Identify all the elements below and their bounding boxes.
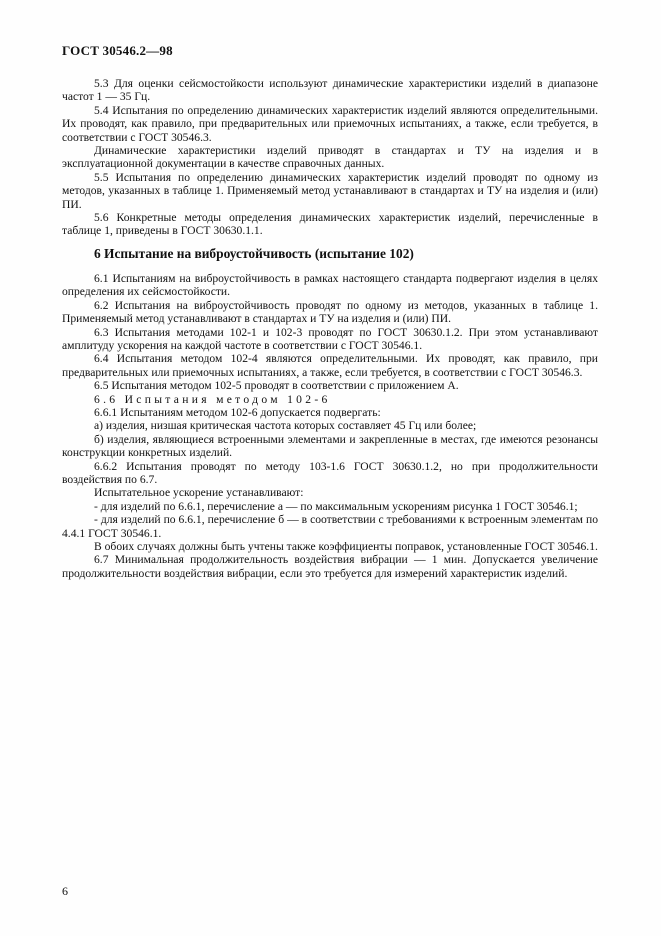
paragraph-correction-factors: В обоих случаях должны быть учтены также коэффициенты поправок, установленные ГОСТ 30546.1. bbox=[94, 540, 598, 553]
subheading-6-6: 6.6 Испытания методом 102-6 bbox=[94, 392, 331, 406]
paragraph-6-1: 6.1 Испытаниям на виброустойчивость в рамках настоящего стандарта подвергают изделия в целях определения их сейсмостойкости. bbox=[62, 271, 598, 299]
list-item-b: б) изделия, являющиеся встроенными элементами и закрепленные в местах, где имеются резонансы конструкции конкретных изделий. bbox=[62, 432, 598, 460]
list-item-dash-a: - для изделий по 6.6.1, перечисление а — по максимальным ускорениям рисунка 1 ГОСТ 30546.1; bbox=[94, 499, 578, 513]
list-item-dash-b: - для изделий по 6.6.1, перечисление б — в соответствии с требованиями к встроенным элементам по 4.4.1 ГОСТ 30546.1. bbox=[62, 513, 598, 540]
paragraph-5-3: 5.3 Для оценки сейсмостойкости используют динамические характеристики изделий в диапазоне частот 1 — 35 Гц. bbox=[62, 77, 598, 104]
document-body bbox=[62, 77, 598, 580]
paragraph-6-2: 6.2 Испытания на виброустойчивость проводят по одному из методов, указанных в таблице 1. Применяемый метод устанавливают в стандартах и ТУ на изделия и (или) ПИ. bbox=[62, 298, 598, 326]
paragraph-6-3: 6.3 Испытания методами 102-1 и 102-3 проводят по ГОСТ 30630.1.2. При этом устанавливают амплитуду ускорения на каждой частоте в соответствии с ГОСТ 30546.1. bbox=[62, 325, 598, 352]
list-item-a: а) изделия, низшая критическая частота которых составляет 45 Гц или более; bbox=[94, 419, 477, 433]
page-number: 6 bbox=[62, 884, 68, 898]
paragraph-5-6: 5.6 Конкретные методы определения динамических характеристик изделий, перечисленные в таблице 1, приведены в ГОСТ 30630.1.1. bbox=[62, 211, 598, 238]
paragraph-6-4: 6.4 Испытания методом 102-4 являются определительными. Их проводят, как правило, при предварительных или приемочных испытаниях, а также, если требуется, в соответствии с ГОСТ 30546.3. bbox=[62, 352, 598, 379]
paragraph-5-5: 5.5 Испытания по определению динамических характеристик изделий проводят по одному из методов, указанных в таблице 1. Применяемый метод устанавливают в стандартах и ТУ на изделия и (или) ПИ. bbox=[62, 170, 598, 211]
section-6-heading: 6 Испытание на виброустойчивость (испытание 102) bbox=[94, 245, 414, 261]
paragraph-test-acceleration: Испытательное ускорение устанавливают: bbox=[94, 486, 304, 500]
paragraph-6-6-2: 6.6.2 Испытания проводят по методу 103-1.6 ГОСТ 30630.1.2, но при продолжительности воздействия по 6.7. bbox=[62, 459, 598, 486]
paragraph-5-4-note: Динамические характеристики изделий приводят в стандартах и ТУ на изделия и в эксплуатационной документации в качестве справочных данных. bbox=[62, 144, 598, 171]
paragraph-5-4: 5.4 Испытания по определению динамических характеристик изделий являются определительными. Их проводят, как правило, при предварительных или приемочных испытаниях, а также, если требуется, в соответствии с ГОСТ 30546.3. bbox=[62, 103, 598, 144]
paragraph-6-5: 6.5 Испытания методом 102-5 проводят в соответствии с приложением А. bbox=[94, 379, 459, 393]
paragraph-6-7: 6.7 Минимальная продолжительность воздействия вибрации — 1 мин. Допускается увеличение продолжительности воздействия вибрации, если это требуется для измерений характеристик изделий. bbox=[62, 553, 598, 580]
paragraph-6-6-1: 6.6.1 Испытаниям методом 102-6 допускается подвергать: bbox=[94, 405, 381, 419]
document-header: ГОСТ 30546.2—98 bbox=[62, 43, 173, 58]
